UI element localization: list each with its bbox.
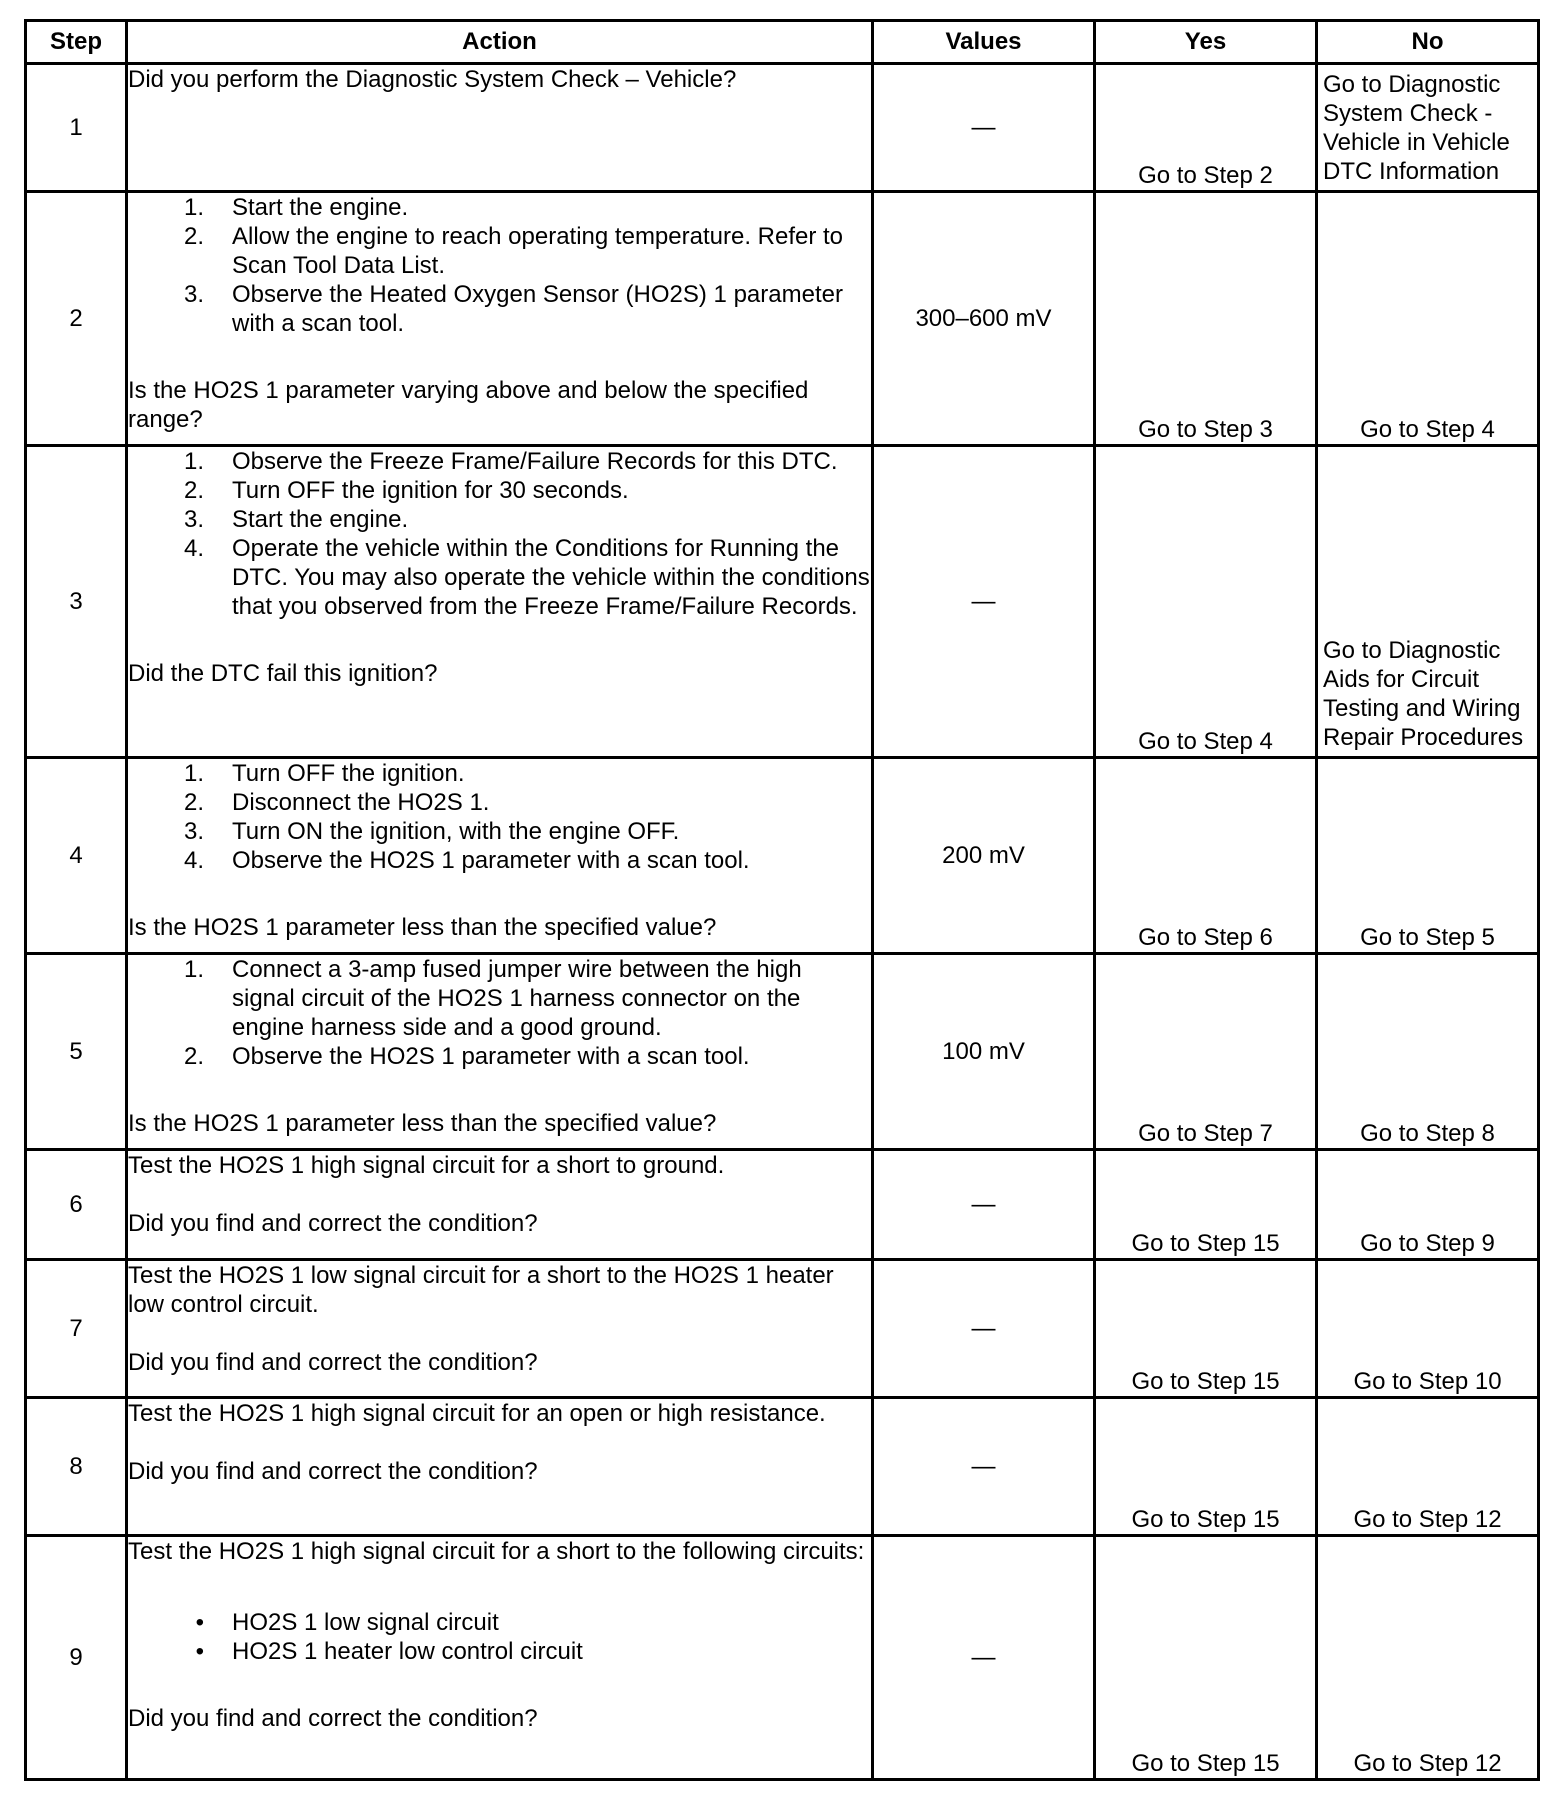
action-question: Did you find and correct the condition? xyxy=(128,1705,538,1732)
no-link[interactable]: Go to Diagnostic System Check - Vehicle in Vehicle DTC Information xyxy=(1317,64,1539,192)
list-item: 2. Turn OFF the ignition for 30 seconds. xyxy=(183,477,629,504)
action-text: Test the HO2S 1 high signal circuit for a short to the following circuits: xyxy=(128,1538,865,1565)
bullet-list xyxy=(128,1608,871,1666)
action-question: Did you find and correct the condition? xyxy=(128,1210,538,1237)
step-list xyxy=(128,447,871,621)
list-item: 3. Start the engine. xyxy=(183,506,409,533)
action-cell xyxy=(127,192,873,446)
list-item: 1. Connect a 3-amp fused jumper wire between the high signal circuit of the HO2S 1 harness connector on the engine harness side and a good ground. xyxy=(183,956,802,1041)
table-row xyxy=(26,64,1539,192)
no-link[interactable]: Go to Step 5 xyxy=(1317,758,1539,954)
no-link[interactable]: Go to Step 10 xyxy=(1317,1260,1539,1398)
step-list xyxy=(128,955,871,1071)
table-row xyxy=(26,1150,1539,1260)
header-action: Action xyxy=(127,21,873,64)
table-row xyxy=(26,446,1539,758)
action-question: Did you find and correct the condition? xyxy=(128,1458,538,1485)
value-cell: — xyxy=(873,1536,1095,1780)
value-cell: — xyxy=(873,1398,1095,1536)
action-cell xyxy=(127,1150,873,1260)
step-number: 4 xyxy=(26,758,127,954)
header-step: Step xyxy=(26,21,127,64)
value-cell: — xyxy=(873,64,1095,192)
list-item: 4. Operate the vehicle within the Conditions for Running the DTC. You may also operate the vehicle within the conditions that you observed from the Freeze Frame/Failure Records. xyxy=(183,535,870,620)
no-link[interactable]: Go to Step 12 xyxy=(1317,1398,1539,1536)
table-row xyxy=(26,1398,1539,1536)
action-question: Did the DTC fail this ignition? xyxy=(128,660,438,687)
diagnostic-table xyxy=(24,19,1540,1781)
list-item: • HO2S 1 low signal circuit xyxy=(195,1609,499,1636)
no-link[interactable]: Go to Step 9 xyxy=(1317,1150,1539,1260)
action-text: Test the HO2S 1 high signal circuit for an open or high resistance. xyxy=(128,1400,826,1427)
table-row xyxy=(26,1536,1539,1780)
step-list xyxy=(128,759,871,875)
step-number: 3 xyxy=(26,446,127,758)
step-number: 8 xyxy=(26,1398,127,1536)
table-row xyxy=(26,954,1539,1150)
table-row xyxy=(26,1260,1539,1398)
list-item: 3. Turn ON the ignition, with the engine OFF. xyxy=(183,818,680,845)
action-question: Is the HO2S 1 parameter less than the specified value? xyxy=(128,914,717,941)
action-cell xyxy=(127,954,873,1150)
list-item: 3. Observe the Heated Oxygen Sensor (HO2S) 1 parameter with a scan tool. xyxy=(183,281,843,337)
list-item: 1. Turn OFF the ignition. xyxy=(183,760,465,787)
list-item: 1. Observe the Freeze Frame/Failure Records for this DTC. xyxy=(183,448,838,475)
yes-link[interactable]: Go to Step 3 xyxy=(1095,192,1317,446)
action-cell xyxy=(127,1398,873,1536)
step-number: 7 xyxy=(26,1260,127,1398)
no-link[interactable]: Go to Step 8 xyxy=(1317,954,1539,1150)
value-cell: — xyxy=(873,446,1095,758)
list-item: 4. Observe the HO2S 1 parameter with a scan tool. xyxy=(183,847,750,874)
no-link[interactable]: Go to Diagnostic Aids for Circuit Testing and Wiring Repair Procedures xyxy=(1317,446,1539,758)
action-text: Test the HO2S 1 high signal circuit for a short to ground. xyxy=(128,1152,725,1179)
table-row xyxy=(26,192,1539,446)
table-row xyxy=(26,758,1539,954)
yes-link[interactable]: Go to Step 15 xyxy=(1095,1150,1317,1260)
value-cell: — xyxy=(873,1260,1095,1398)
header-no: No xyxy=(1317,21,1539,64)
action-cell xyxy=(127,1536,873,1780)
action-cell xyxy=(127,1260,873,1398)
yes-link[interactable]: Go to Step 15 xyxy=(1095,1260,1317,1398)
list-item: 2. Observe the HO2S 1 parameter with a scan tool. xyxy=(183,1043,750,1070)
step-number: 1 xyxy=(26,64,127,192)
yes-link[interactable]: Go to Step 4 xyxy=(1095,446,1317,758)
action-cell xyxy=(127,446,873,758)
no-link[interactable]: Go to Step 4 xyxy=(1317,192,1539,446)
action-cell xyxy=(127,64,873,192)
header-yes: Yes xyxy=(1095,21,1317,64)
list-item: 2. Disconnect the HO2S 1. xyxy=(183,789,490,816)
step-number: 2 xyxy=(26,192,127,446)
yes-link[interactable]: Go to Step 6 xyxy=(1095,758,1317,954)
action-question: Is the HO2S 1 parameter varying above and below the specified range? xyxy=(128,377,809,433)
action-text: Did you perform the Diagnostic System Check – Vehicle? xyxy=(128,66,737,93)
yes-link[interactable]: Go to Step 7 xyxy=(1095,954,1317,1150)
value-cell: 200 mV xyxy=(873,758,1095,954)
no-link[interactable]: Go to Step 12 xyxy=(1317,1536,1539,1780)
step-number: 6 xyxy=(26,1150,127,1260)
value-cell: — xyxy=(873,1150,1095,1260)
yes-link[interactable]: Go to Step 2 xyxy=(1095,64,1317,192)
list-item: • HO2S 1 heater low control circuit xyxy=(195,1638,583,1665)
header-row xyxy=(26,21,1539,64)
step-number: 9 xyxy=(26,1536,127,1780)
value-cell: 300–600 mV xyxy=(873,192,1095,446)
value-cell: 100 mV xyxy=(873,954,1095,1150)
action-question: Did you find and correct the condition? xyxy=(128,1349,538,1376)
step-list xyxy=(128,193,871,338)
action-text: Test the HO2S 1 low signal circuit for a short to the HO2S 1 heater low control circuit. xyxy=(128,1262,834,1318)
header-values: Values xyxy=(873,21,1095,64)
list-item: 1. Start the engine. xyxy=(183,194,409,221)
list-item: 2. Allow the engine to reach operating temperature. Refer to Scan Tool Data List. xyxy=(183,223,844,279)
action-question: Is the HO2S 1 parameter less than the specified value? xyxy=(128,1110,717,1137)
step-number: 5 xyxy=(26,954,127,1150)
yes-link[interactable]: Go to Step 15 xyxy=(1095,1536,1317,1780)
action-cell xyxy=(127,758,873,954)
yes-link[interactable]: Go to Step 15 xyxy=(1095,1398,1317,1536)
